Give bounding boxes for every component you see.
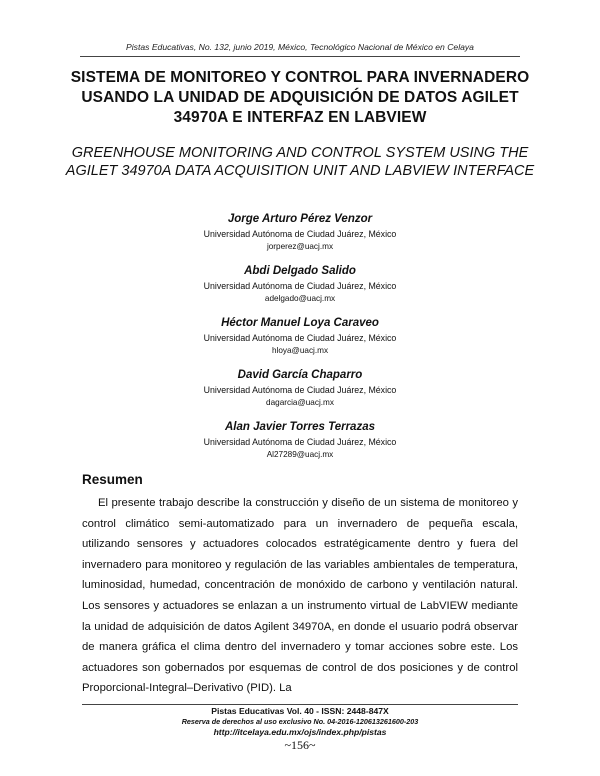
running-header: Pistas Educativas, No. 132, junio 2019, México, Tecnológico Nacional de México en Celaya	[126, 42, 474, 52]
paper-title-english: GREENHOUSE MONITORING AND CONTROL SYSTEM USING THE AGILET 34970A DATA ACQUISITION UNIT AND LABVIEW INTERFACE	[65, 145, 535, 179]
footer-journal-issn: Pistas Educativas Vol. 40 - ISSN: 2448-847X	[211, 706, 389, 716]
author-institution: Universidad Autónoma de Ciudad Juárez, México	[203, 385, 397, 395]
author-email[interactable]: jorperez@uacj.mx	[266, 242, 334, 251]
page-number: ~156~	[284, 738, 316, 752]
author-institution: Universidad Autónoma de Ciudad Juárez, México	[203, 333, 397, 343]
author-name: Abdi Delgado Salido	[244, 265, 356, 277]
author-email[interactable]: dagarcia@uacj.mx	[266, 398, 334, 407]
header-divider	[80, 56, 520, 57]
author-email[interactable]: Al27289@uacj.mx	[266, 450, 334, 459]
author-block	[100, 367, 500, 419]
author-block	[100, 315, 500, 367]
author-institution: Universidad Autónoma de Ciudad Juárez, México	[203, 281, 397, 291]
section-heading-resumen: Resumen	[82, 472, 143, 487]
author-list	[100, 211, 500, 471]
paper-title-spanish: SISTEMA DE MONITOREO Y CONTROL PARA INVERNADERO USANDO LA UNIDAD DE ADQUISICIÓN DE DATOS AGILET 34970A E INTERFAZ EN LABVIEW	[70, 69, 530, 126]
author-institution: Universidad Autónoma de Ciudad Juárez, México	[203, 229, 397, 239]
author-email[interactable]: adelgado@uacj.mx	[264, 294, 336, 303]
author-email[interactable]: hloya@uacj.mx	[271, 346, 329, 355]
page-footer	[0, 706, 600, 752]
footer-reserva: Reserva de derechos al uso exclusivo No. 04-2016-120613261600-203	[181, 717, 419, 726]
author-name: Alan Javier Torres Terrazas	[224, 421, 375, 433]
author-block	[100, 211, 500, 263]
footer-url-link[interactable]: http://itcelaya.edu.mx/ojs/index.php/pistas	[213, 727, 387, 737]
author-name: Jorge Arturo Pérez Venzor	[227, 213, 373, 225]
footer-divider	[82, 704, 518, 705]
author-name: David García Chaparro	[237, 369, 363, 381]
author-block	[100, 263, 500, 315]
abstract-paragraph: El presente trabajo describe la construcción y diseño de un sistema de monitoreo y control climático semi-automatizado para un invernadero de pequeña escala, utilizando sensores y actuadores colocados estratégicamente dentro y fuera del invernadero para monitoreo y regulación de las variables ambientales de temperatura, luminosidad, humedad, concentración de monóxido de carbono y ventilación natural. Los sensores y actuadores se enlazan a un instrumento virtual de LabVIEW mediante la unidad de adquisición de datos Agilent 34970A, en donde el usuario podrá observar de manera gráfica el clima dentro del invernadero y tomar acciones sobre este. Los actuadores son gobernados por esquemas de control de dos posiciones y de control Proporcional-Integral–Derivativo (PID). La	[82, 497, 518, 695]
author-block	[100, 419, 500, 471]
author-institution: Universidad Autónoma de Ciudad Juárez, México	[203, 437, 397, 447]
author-name: Héctor Manuel Loya Caraveo	[221, 317, 379, 329]
